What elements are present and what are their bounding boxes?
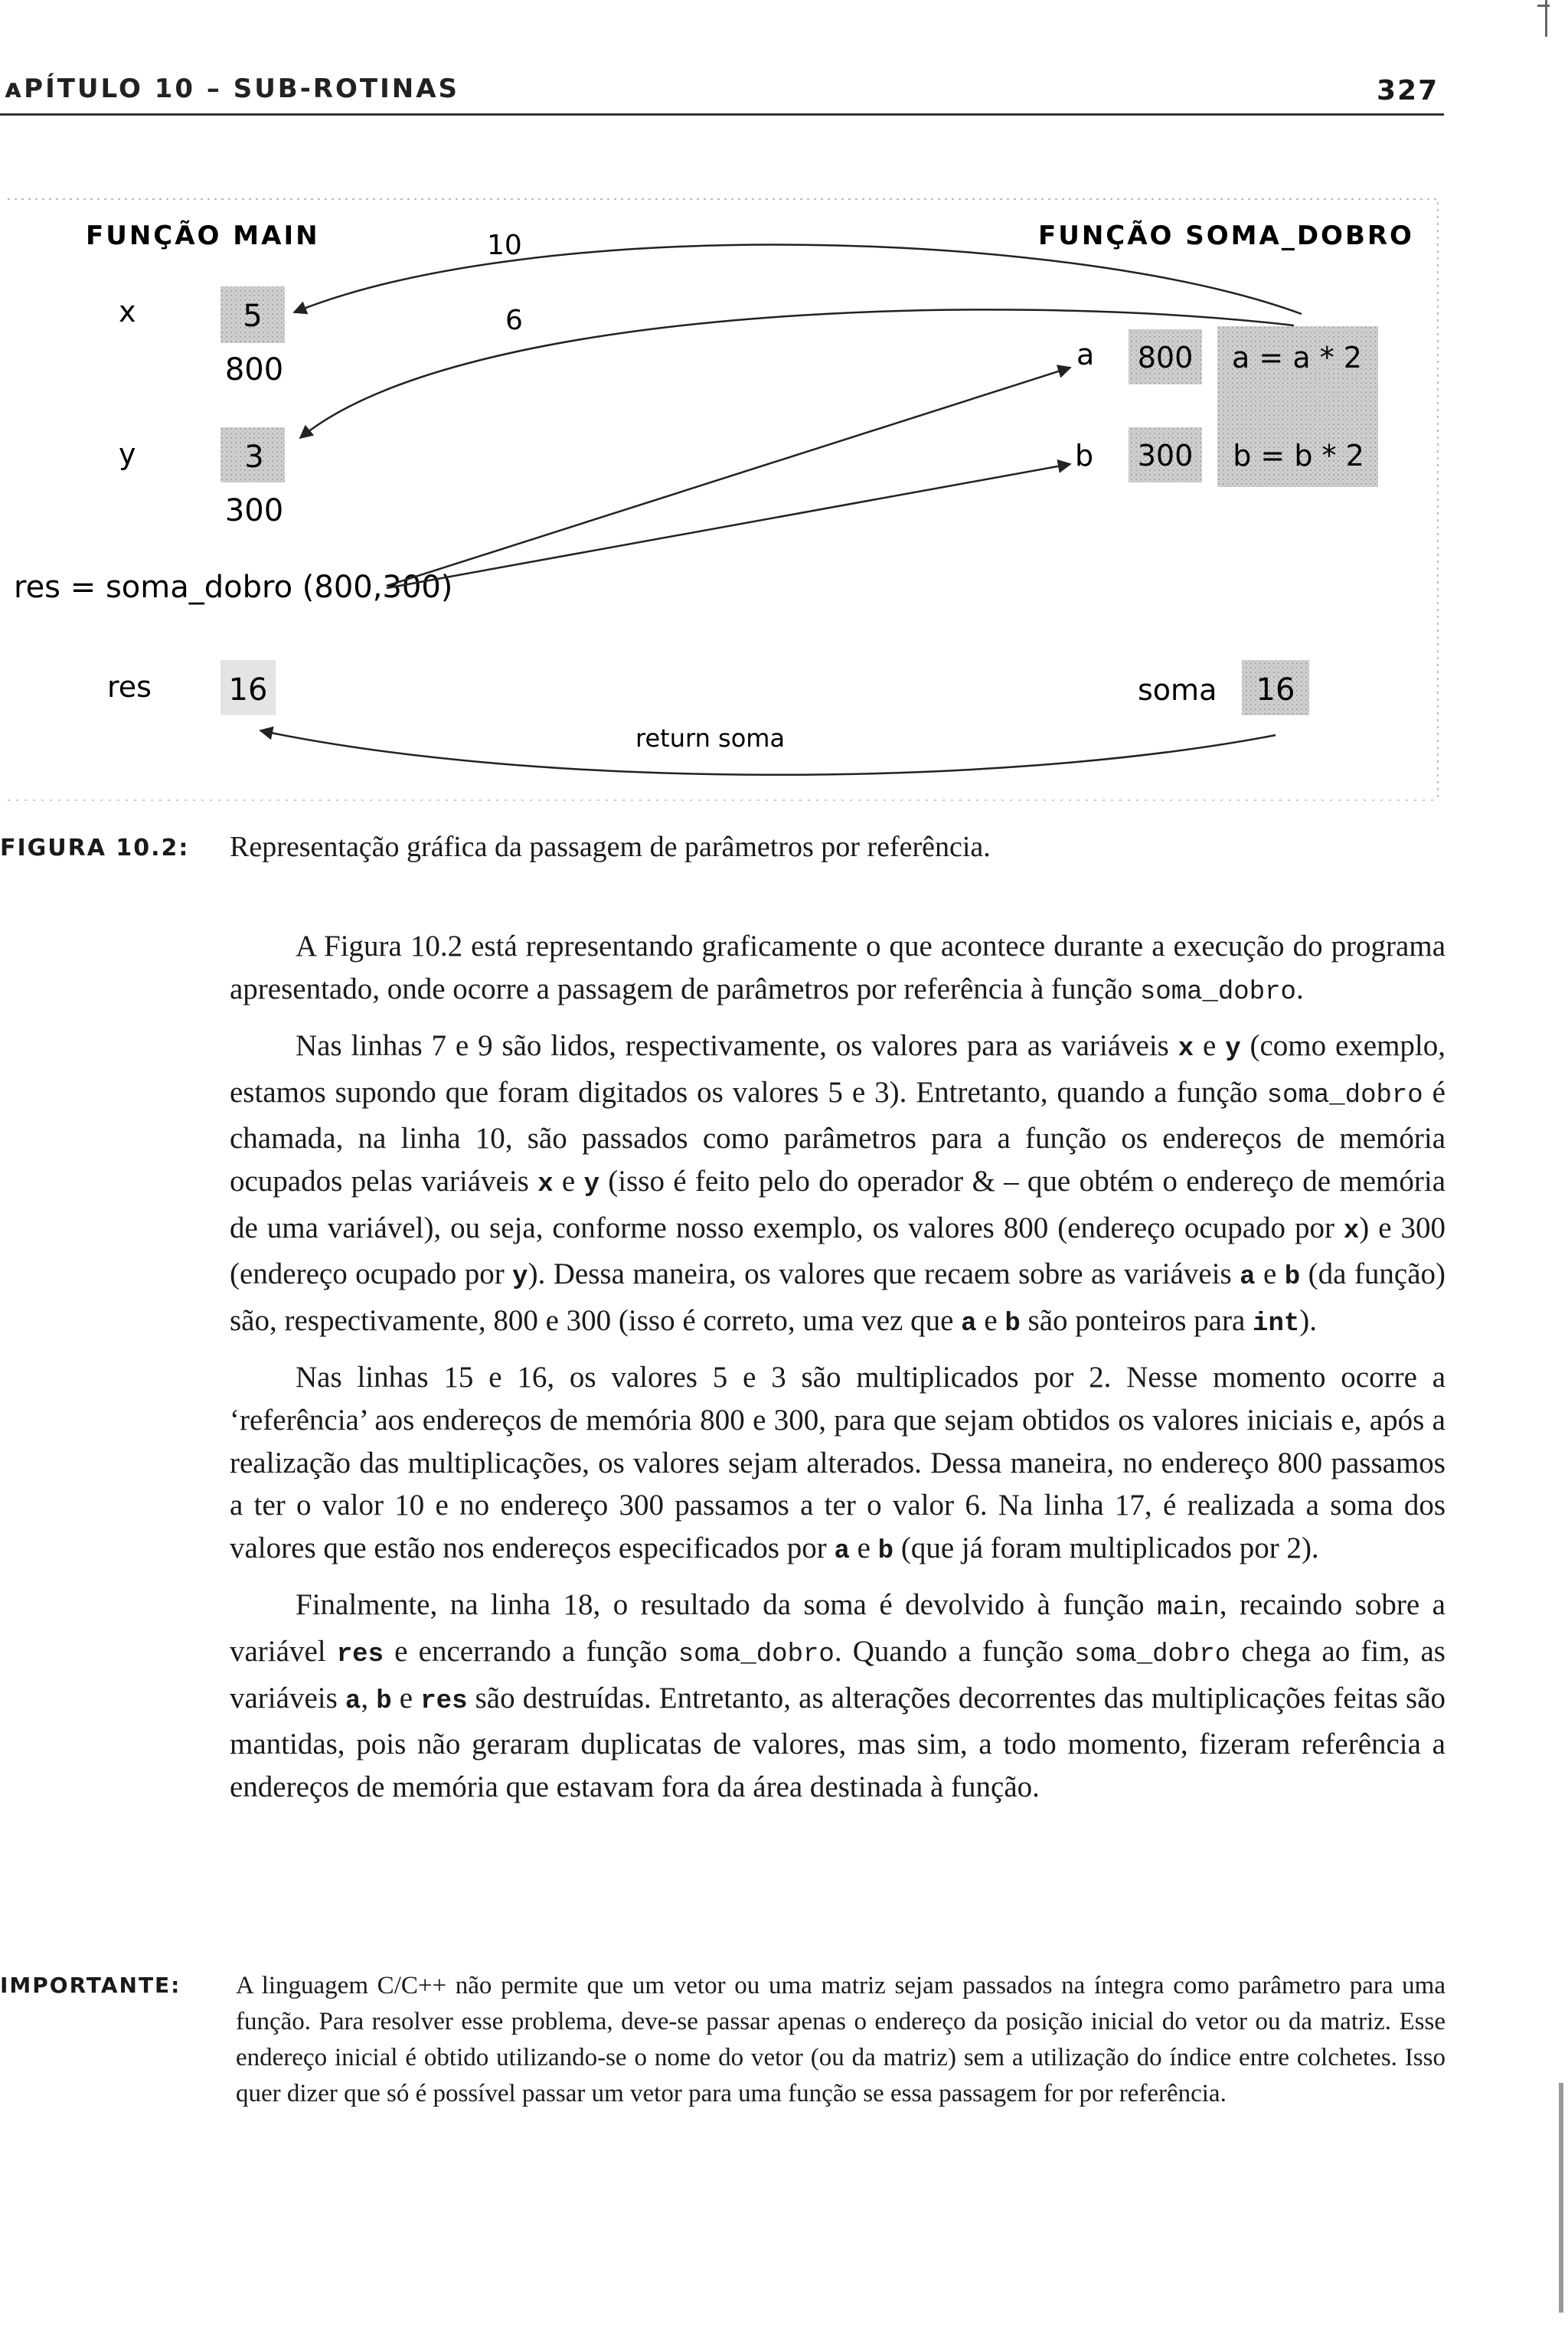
b-value: 300: [1137, 439, 1194, 472]
b-expression: b = b * 2: [1233, 439, 1364, 472]
x-value: 5: [243, 299, 263, 334]
arrow-pass-a: [387, 368, 1070, 586]
paragraph: A Figura 10.2 está representando graficamente o que acontece durante a execução do programa apresentado, onde ocorre a passagem de parâmetros por referência à função soma_dobro.: [230, 930, 1446, 1007]
res-label: res: [107, 670, 152, 704]
figure-diagram: [0, 184, 1447, 812]
x-label: x: [119, 295, 136, 329]
new-y-value: 6: [505, 305, 523, 336]
note-label: IMPORTANTE:: [0, 1973, 181, 1998]
header-rule: [0, 113, 1444, 116]
y-value: 3: [244, 440, 264, 475]
res-value: 16: [228, 672, 268, 708]
a-expression: a = a * 2: [1232, 341, 1362, 374]
a-value: 800: [1137, 341, 1194, 374]
y-label: y: [119, 437, 136, 471]
x-address: 800: [224, 352, 284, 387]
main-title: FUNÇÃO MAIN: [86, 221, 320, 251]
y-address: 300: [224, 493, 284, 528]
scan-corner-mark: [1537, 5, 1550, 7]
b-label: b: [1075, 439, 1094, 472]
func-title: FUNÇÃO SOMA_DOBRO: [1038, 221, 1414, 251]
arrow-pass-b: [387, 464, 1070, 588]
arrow-write-x: [294, 245, 1302, 314]
figure-caption-label: FIGURA 10.2:: [0, 835, 190, 861]
paragraph: Finalmente, na linha 18, o resultado da soma é devolvido à função main, recaindo sobre a variável res e encerrando a função soma_dobro. Quando a função soma_dobro chega ao fim, as variáveis a, b e res são destruídas. Entretanto, as alterações decorrentes das multiplicações feitas são mantidas, pois não geraram duplicatas de valores, mas sim, a todo momento, fizeram referência a endereços de memória que estavam fora da área destinada à função.: [230, 1588, 1446, 1803]
call-statement: res = soma_dobro (800,300): [14, 570, 453, 605]
figure-caption-text: Representação gráfica da passagem de parâmetros por referência.: [230, 831, 991, 863]
return-label: return soma: [635, 724, 786, 753]
running-header-chapter: ᴀPÍTULO 10 – SUB-ROTINAS: [5, 74, 460, 104]
page-number: 327: [1377, 75, 1439, 106]
soma-value: 16: [1256, 672, 1295, 708]
paragraph: Nas linhas 15 e 16, os valores 5 e 3 são multiplicados por 2. Nesse momento ocorre a ‘referência’ aos endereços de memória 800 e 300, para que sejam obtidos os valores iniciais e, após a realização das multiplicações, os valores sejam alterados. Dessa maneira, no endereço 800 passamos a ter o valor 10 e no endereço 300 passamos a ter o valor 6. Na linha 17, é realizada a soma dos valores que estão nos endereços especificados por a e b (que já foram multiplicados por 2).: [230, 1361, 1446, 1566]
a-label: a: [1076, 338, 1095, 371]
paragraph: Nas linhas 7 e 9 são lidos, respectivamente, os valores para as variáveis x e y (como exemplo, estamos supondo que foram digitados os valores 5 e 3). Entretanto, quando a função soma_dobro é chamada, na linha 10, são passados como parâmetros para a função os endereços de memória ocupados pelas variáveis x e y (isso é feito pelo do operador & – que obtém o endereço de memória de uma variável), ou seja, conforme nosso exemplo, os valores 800 (endereço ocupado por x) e 300 (endereço ocupado por y). Dessa maneira, os valores que recaem sobre as variáveis a e b (da função) são, respectivamente, 800 e 300 (isso é correto, uma vez que a e b são ponteiros para int).: [230, 1029, 1446, 1339]
note-text: A linguagem C/C++ não permite que um vetor ou uma matriz sejam passados na íntegra como parâmetro para uma função. Para resolver esse problema, deve-se passar apenas o endereço da posição inicial do vetor ou da matriz. Esse endereço inicial é obtido utilizando-se o nome do vetor (ou da matriz) sem a utilização do índice entre colchetes. Isso quer dizer que só é possível passar um vetor para uma função se essa passagem for por referência.: [236, 1972, 1446, 2107]
soma-label: soma: [1138, 673, 1217, 707]
body-text: [230, 925, 1446, 1819]
scan-edge-mark: [1559, 2083, 1563, 2313]
new-x-value: 10: [487, 230, 522, 261]
